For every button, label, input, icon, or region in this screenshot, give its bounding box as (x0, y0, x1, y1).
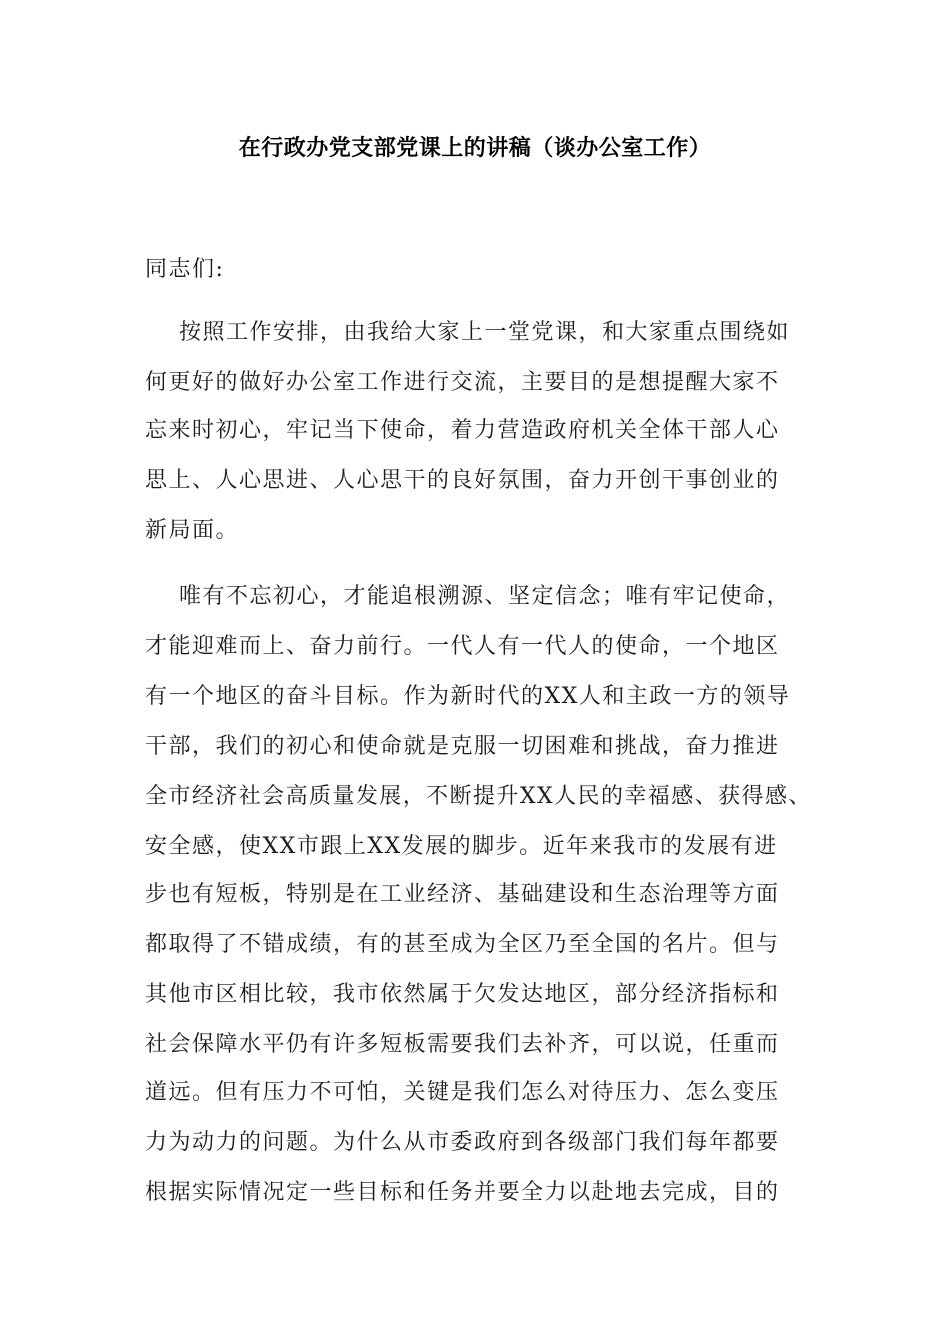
paragraph-2-line-3: 有一个地区的奋斗目标。作为新时代的XX人和主政一方的领导 (145, 684, 791, 709)
paragraph-2-line-4: 干部，我们的初心和使命就是克服一切困难和挑战，奋力推进 (145, 734, 780, 759)
paragraph-2-line-13: 根据实际情况定一些目标和任务并要全力以赴地去完成，目的 (145, 1180, 780, 1205)
document-title: 在行政办党支部党课上的讲稿（谈办公室工作） (238, 136, 712, 161)
paragraph-1-line-1: 按照工作安排，由我给大家上一堂党课，和大家重点围绕如 (179, 320, 791, 345)
paragraph-1-line-3: 忘来时初心，牢记当下使命，着力营造政府机关全体干部人心 (145, 418, 780, 443)
paragraph-2-line-10: 社会保障水平仍有许多短板需要我们去补齐，可以说，任重而 (145, 1032, 780, 1057)
paragraph-1-line-5: 新局面。 (145, 518, 240, 543)
paragraph-1-line-4: 思上、人心思进、人心思干的良好氛围，奋力开创干事创业的 (145, 468, 780, 493)
salutation: 同志们: (145, 257, 225, 282)
paragraph-2-line-12: 力为动力的问题。为什么从市委政府到各级部门我们每年都要 (145, 1130, 780, 1155)
paragraph-2-line-9: 其他市区相比较，我市依然属于欠发达地区，部分经济指标和 (145, 982, 780, 1007)
paragraph-2-line-1: 唯有不忘初心，才能追根溯源、坚定信念；唯有牢记使命， (179, 584, 791, 609)
paragraph-2-line-6: 安全感，使XX市跟上XX发展的脚步。近年来我市的发展有进 (145, 834, 778, 859)
paragraph-2-line-2: 才能迎难而上、奋力前行。一代人有一代人的使命，一个地区 (145, 634, 780, 659)
paragraph-2-line-8: 都取得了不错成绩，有的甚至成为全区乃至全国的名片。但与 (145, 932, 780, 957)
paragraph-1-line-2: 何更好的做好办公室工作进行交流，主要目的是想提醒大家不 (145, 370, 780, 395)
paragraph-2-line-11: 道远。但有压力不可怕，关键是我们怎么对待压力、怎么变压 (145, 1080, 780, 1105)
paragraph-2-line-5: 全市经济社会高质量发展，不断提升XX人民的幸福感、获得感、 (145, 784, 812, 809)
paragraph-2-line-7: 步也有短板，特别是在工业经济、基础建设和生态治理等方面 (145, 882, 780, 907)
